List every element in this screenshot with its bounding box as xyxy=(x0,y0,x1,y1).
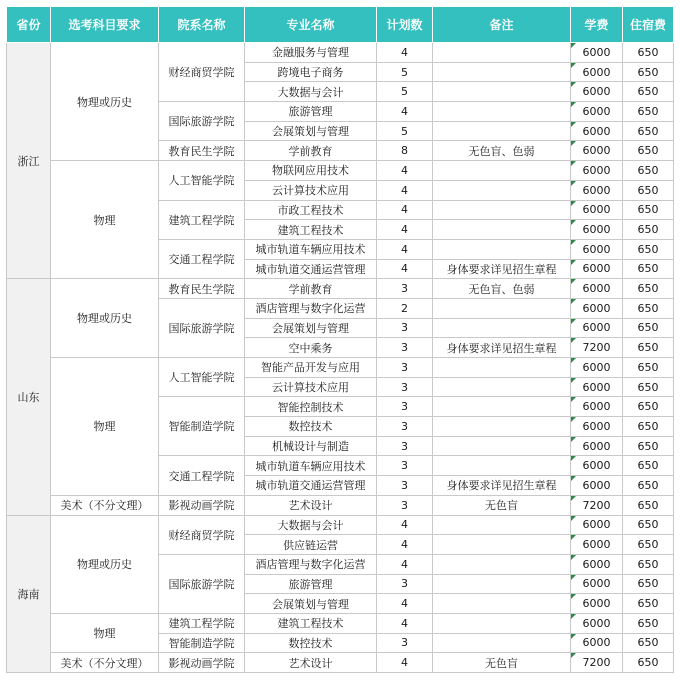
note-cell: 身体要求详见招生章程 xyxy=(433,338,571,358)
note-cell xyxy=(433,515,571,535)
tuition-cell: 6000 xyxy=(571,62,623,82)
note-cell: 无色盲 xyxy=(433,653,571,673)
plan-count-cell: 3 xyxy=(377,476,433,496)
tuition-cell: 6000 xyxy=(571,318,623,338)
dorm-fee-cell: 650 xyxy=(623,318,674,338)
major-cell: 金融服务与管理 xyxy=(245,43,377,63)
tuition-cell: 7200 xyxy=(571,653,623,673)
note-cell xyxy=(433,436,571,456)
plan-count-cell: 4 xyxy=(377,102,433,122)
major-cell: 艺术设计 xyxy=(245,653,377,673)
plan-count-cell: 4 xyxy=(377,613,433,633)
table-row xyxy=(7,495,674,515)
header-note: 备注 xyxy=(433,7,571,43)
header-dorm-fee: 住宿费 xyxy=(623,7,674,43)
plan-count-cell: 3 xyxy=(377,574,433,594)
major-cell: 城市轨道车辆应用技术 xyxy=(245,456,377,476)
college-cell: 国际旅游学院 xyxy=(159,554,245,613)
plan-count-cell: 3 xyxy=(377,417,433,437)
plan-count-cell: 4 xyxy=(377,161,433,181)
major-cell: 智能控制技术 xyxy=(245,397,377,417)
table-row xyxy=(7,653,674,673)
tuition-cell: 6000 xyxy=(571,594,623,614)
tuition-cell: 6000 xyxy=(571,377,623,397)
college-cell: 影视动画学院 xyxy=(159,495,245,515)
subject-requirement-cell: 美术（不分文理） xyxy=(51,495,159,515)
dorm-fee-cell: 650 xyxy=(623,594,674,614)
major-cell: 空中乘务 xyxy=(245,338,377,358)
dorm-fee-cell: 650 xyxy=(623,633,674,653)
plan-count-cell: 4 xyxy=(377,515,433,535)
note-cell xyxy=(433,43,571,63)
dorm-fee-cell: 650 xyxy=(623,515,674,535)
note-cell: 无色盲 xyxy=(433,495,571,515)
dorm-fee-cell: 650 xyxy=(623,200,674,220)
dorm-fee-cell: 650 xyxy=(623,161,674,181)
plan-count-cell: 3 xyxy=(377,358,433,378)
plan-count-cell: 4 xyxy=(377,653,433,673)
dorm-fee-cell: 650 xyxy=(623,82,674,102)
major-cell: 跨境电子商务 xyxy=(245,62,377,82)
header-major: 专业名称 xyxy=(245,7,377,43)
college-cell: 财经商贸学院 xyxy=(159,515,245,554)
major-cell: 物联网应用技术 xyxy=(245,161,377,181)
dorm-fee-cell: 650 xyxy=(623,239,674,259)
tuition-cell: 6000 xyxy=(571,456,623,476)
note-cell xyxy=(433,417,571,437)
table-row xyxy=(7,43,674,63)
major-cell: 云计算技术应用 xyxy=(245,180,377,200)
major-cell: 大数据与会计 xyxy=(245,82,377,102)
dorm-fee-cell: 650 xyxy=(623,377,674,397)
header-province: 省份 xyxy=(7,7,51,43)
plan-count-cell: 3 xyxy=(377,279,433,299)
tuition-cell: 6000 xyxy=(571,417,623,437)
header-subject-requirement: 选考科目要求 xyxy=(51,7,159,43)
table-row xyxy=(7,161,674,181)
note-cell xyxy=(433,318,571,338)
dorm-fee-cell: 650 xyxy=(623,397,674,417)
tuition-cell: 6000 xyxy=(571,259,623,279)
major-cell: 旅游管理 xyxy=(245,574,377,594)
plan-count-cell: 3 xyxy=(377,338,433,358)
tuition-cell: 7200 xyxy=(571,338,623,358)
major-cell: 机械设计与制造 xyxy=(245,436,377,456)
dorm-fee-cell: 650 xyxy=(623,141,674,161)
plan-count-cell: 3 xyxy=(377,397,433,417)
tuition-cell: 6000 xyxy=(571,141,623,161)
college-cell: 人工智能学院 xyxy=(159,358,245,397)
dorm-fee-cell: 650 xyxy=(623,259,674,279)
major-cell: 数控技术 xyxy=(245,417,377,437)
college-cell: 交通工程学院 xyxy=(159,456,245,495)
plan-count-cell: 4 xyxy=(377,239,433,259)
tuition-cell: 6000 xyxy=(571,397,623,417)
college-cell: 智能制造学院 xyxy=(159,633,245,653)
header-plan-count: 计划数 xyxy=(377,7,433,43)
plan-count-cell: 3 xyxy=(377,436,433,456)
plan-count-cell: 4 xyxy=(377,220,433,240)
college-cell: 影视动画学院 xyxy=(159,653,245,673)
subject-requirement-cell: 物理或历史 xyxy=(51,515,159,613)
table-row xyxy=(7,613,674,633)
dorm-fee-cell: 650 xyxy=(623,417,674,437)
plan-count-cell: 3 xyxy=(377,633,433,653)
note-cell xyxy=(433,62,571,82)
college-cell: 交通工程学院 xyxy=(159,239,245,278)
note-cell xyxy=(433,298,571,318)
dorm-fee-cell: 650 xyxy=(623,476,674,496)
tuition-cell: 6000 xyxy=(571,279,623,299)
province-cell: 浙江 xyxy=(7,43,51,279)
dorm-fee-cell: 650 xyxy=(623,121,674,141)
major-cell: 智能产品开发与应用 xyxy=(245,358,377,378)
note-cell xyxy=(433,613,571,633)
tuition-cell: 6000 xyxy=(571,554,623,574)
major-cell: 供应链运营 xyxy=(245,535,377,555)
dorm-fee-cell: 650 xyxy=(623,220,674,240)
major-cell: 建筑工程技术 xyxy=(245,613,377,633)
table-row xyxy=(7,515,674,535)
province-cell: 海南 xyxy=(7,515,51,673)
plan-count-cell: 5 xyxy=(377,82,433,102)
dorm-fee-cell: 650 xyxy=(623,358,674,378)
header-row xyxy=(7,7,674,43)
note-cell xyxy=(433,397,571,417)
plan-count-cell: 3 xyxy=(377,377,433,397)
tuition-cell: 6000 xyxy=(571,180,623,200)
college-cell: 建筑工程学院 xyxy=(159,613,245,633)
enrollment-plan-table xyxy=(6,6,674,673)
tuition-cell: 6000 xyxy=(571,298,623,318)
college-cell: 国际旅游学院 xyxy=(159,298,245,357)
major-cell: 会展策划与管理 xyxy=(245,594,377,614)
dorm-fee-cell: 650 xyxy=(623,180,674,200)
major-cell: 学前教育 xyxy=(245,141,377,161)
major-cell: 城市轨道交通运营管理 xyxy=(245,476,377,496)
table-row xyxy=(7,279,674,299)
tuition-cell: 6000 xyxy=(571,102,623,122)
major-cell: 建筑工程技术 xyxy=(245,220,377,240)
plan-count-cell: 4 xyxy=(377,554,433,574)
major-cell: 酒店管理与数字化运营 xyxy=(245,554,377,574)
plan-count-cell: 4 xyxy=(377,535,433,555)
dorm-fee-cell: 650 xyxy=(623,574,674,594)
major-cell: 城市轨道车辆应用技术 xyxy=(245,239,377,259)
major-cell: 旅游管理 xyxy=(245,102,377,122)
tuition-cell: 6000 xyxy=(571,613,623,633)
dorm-fee-cell: 650 xyxy=(623,535,674,555)
college-cell: 建筑工程学院 xyxy=(159,200,245,239)
dorm-fee-cell: 650 xyxy=(623,102,674,122)
tuition-cell: 6000 xyxy=(571,633,623,653)
subject-requirement-cell: 物理 xyxy=(51,613,159,652)
major-cell: 会展策划与管理 xyxy=(245,318,377,338)
note-cell xyxy=(433,220,571,240)
note-cell xyxy=(433,535,571,555)
subject-requirement-cell: 物理 xyxy=(51,358,159,496)
subject-requirement-cell: 物理或历史 xyxy=(51,43,159,161)
tuition-cell: 6000 xyxy=(571,574,623,594)
header-tuition: 学费 xyxy=(571,7,623,43)
note-cell xyxy=(433,239,571,259)
note-cell: 无色盲、色弱 xyxy=(433,279,571,299)
plan-count-cell: 4 xyxy=(377,259,433,279)
tuition-cell: 6000 xyxy=(571,43,623,63)
tuition-cell: 6000 xyxy=(571,358,623,378)
note-cell xyxy=(433,456,571,476)
note-cell xyxy=(433,180,571,200)
subject-requirement-cell: 物理 xyxy=(51,161,159,279)
college-cell: 教育民生学院 xyxy=(159,279,245,299)
college-cell: 智能制造学院 xyxy=(159,397,245,456)
note-cell xyxy=(433,102,571,122)
major-cell: 市政工程技术 xyxy=(245,200,377,220)
major-cell: 学前教育 xyxy=(245,279,377,299)
college-cell: 财经商贸学院 xyxy=(159,43,245,102)
dorm-fee-cell: 650 xyxy=(623,554,674,574)
tuition-cell: 6000 xyxy=(571,239,623,259)
dorm-fee-cell: 650 xyxy=(623,613,674,633)
province-cell: 山东 xyxy=(7,279,51,515)
plan-count-cell: 5 xyxy=(377,62,433,82)
plan-count-cell: 4 xyxy=(377,43,433,63)
college-cell: 人工智能学院 xyxy=(159,161,245,200)
plan-count-cell: 5 xyxy=(377,121,433,141)
dorm-fee-cell: 650 xyxy=(623,653,674,673)
tuition-cell: 6000 xyxy=(571,436,623,456)
tuition-cell: 6000 xyxy=(571,161,623,181)
tuition-cell: 6000 xyxy=(571,220,623,240)
dorm-fee-cell: 650 xyxy=(623,338,674,358)
note-cell xyxy=(433,574,571,594)
dorm-fee-cell: 650 xyxy=(623,62,674,82)
note-cell xyxy=(433,82,571,102)
table-body xyxy=(7,43,674,673)
header-college: 院系名称 xyxy=(159,7,245,43)
plan-count-cell: 3 xyxy=(377,495,433,515)
tuition-cell: 6000 xyxy=(571,121,623,141)
table-row xyxy=(7,358,674,378)
note-cell xyxy=(433,377,571,397)
college-cell: 国际旅游学院 xyxy=(159,102,245,141)
note-cell: 无色盲、色弱 xyxy=(433,141,571,161)
plan-count-cell: 2 xyxy=(377,298,433,318)
tuition-cell: 6000 xyxy=(571,82,623,102)
plan-count-cell: 3 xyxy=(377,456,433,476)
tuition-cell: 6000 xyxy=(571,535,623,555)
note-cell xyxy=(433,358,571,378)
tuition-cell: 6000 xyxy=(571,200,623,220)
major-cell: 云计算技术应用 xyxy=(245,377,377,397)
note-cell xyxy=(433,594,571,614)
note-cell xyxy=(433,633,571,653)
plan-count-cell: 4 xyxy=(377,200,433,220)
plan-count-cell: 3 xyxy=(377,318,433,338)
dorm-fee-cell: 650 xyxy=(623,456,674,476)
plan-count-cell: 4 xyxy=(377,180,433,200)
dorm-fee-cell: 650 xyxy=(623,495,674,515)
tuition-cell: 6000 xyxy=(571,515,623,535)
note-cell xyxy=(433,200,571,220)
tuition-cell: 7200 xyxy=(571,495,623,515)
major-cell: 会展策划与管理 xyxy=(245,121,377,141)
dorm-fee-cell: 650 xyxy=(623,298,674,318)
dorm-fee-cell: 650 xyxy=(623,279,674,299)
subject-requirement-cell: 美术（不分文理） xyxy=(51,653,159,673)
dorm-fee-cell: 650 xyxy=(623,43,674,63)
major-cell: 艺术设计 xyxy=(245,495,377,515)
major-cell: 酒店管理与数字化运营 xyxy=(245,298,377,318)
major-cell: 数控技术 xyxy=(245,633,377,653)
plan-count-cell: 4 xyxy=(377,594,433,614)
note-cell: 身体要求详见招生章程 xyxy=(433,476,571,496)
note-cell xyxy=(433,161,571,181)
major-cell: 城市轨道交通运营管理 xyxy=(245,259,377,279)
tuition-cell: 6000 xyxy=(571,476,623,496)
major-cell: 大数据与会计 xyxy=(245,515,377,535)
note-cell xyxy=(433,554,571,574)
note-cell: 身体要求详见招生章程 xyxy=(433,259,571,279)
note-cell xyxy=(433,121,571,141)
plan-count-cell: 8 xyxy=(377,141,433,161)
dorm-fee-cell: 650 xyxy=(623,436,674,456)
college-cell: 教育民生学院 xyxy=(159,141,245,161)
subject-requirement-cell: 物理或历史 xyxy=(51,279,159,358)
